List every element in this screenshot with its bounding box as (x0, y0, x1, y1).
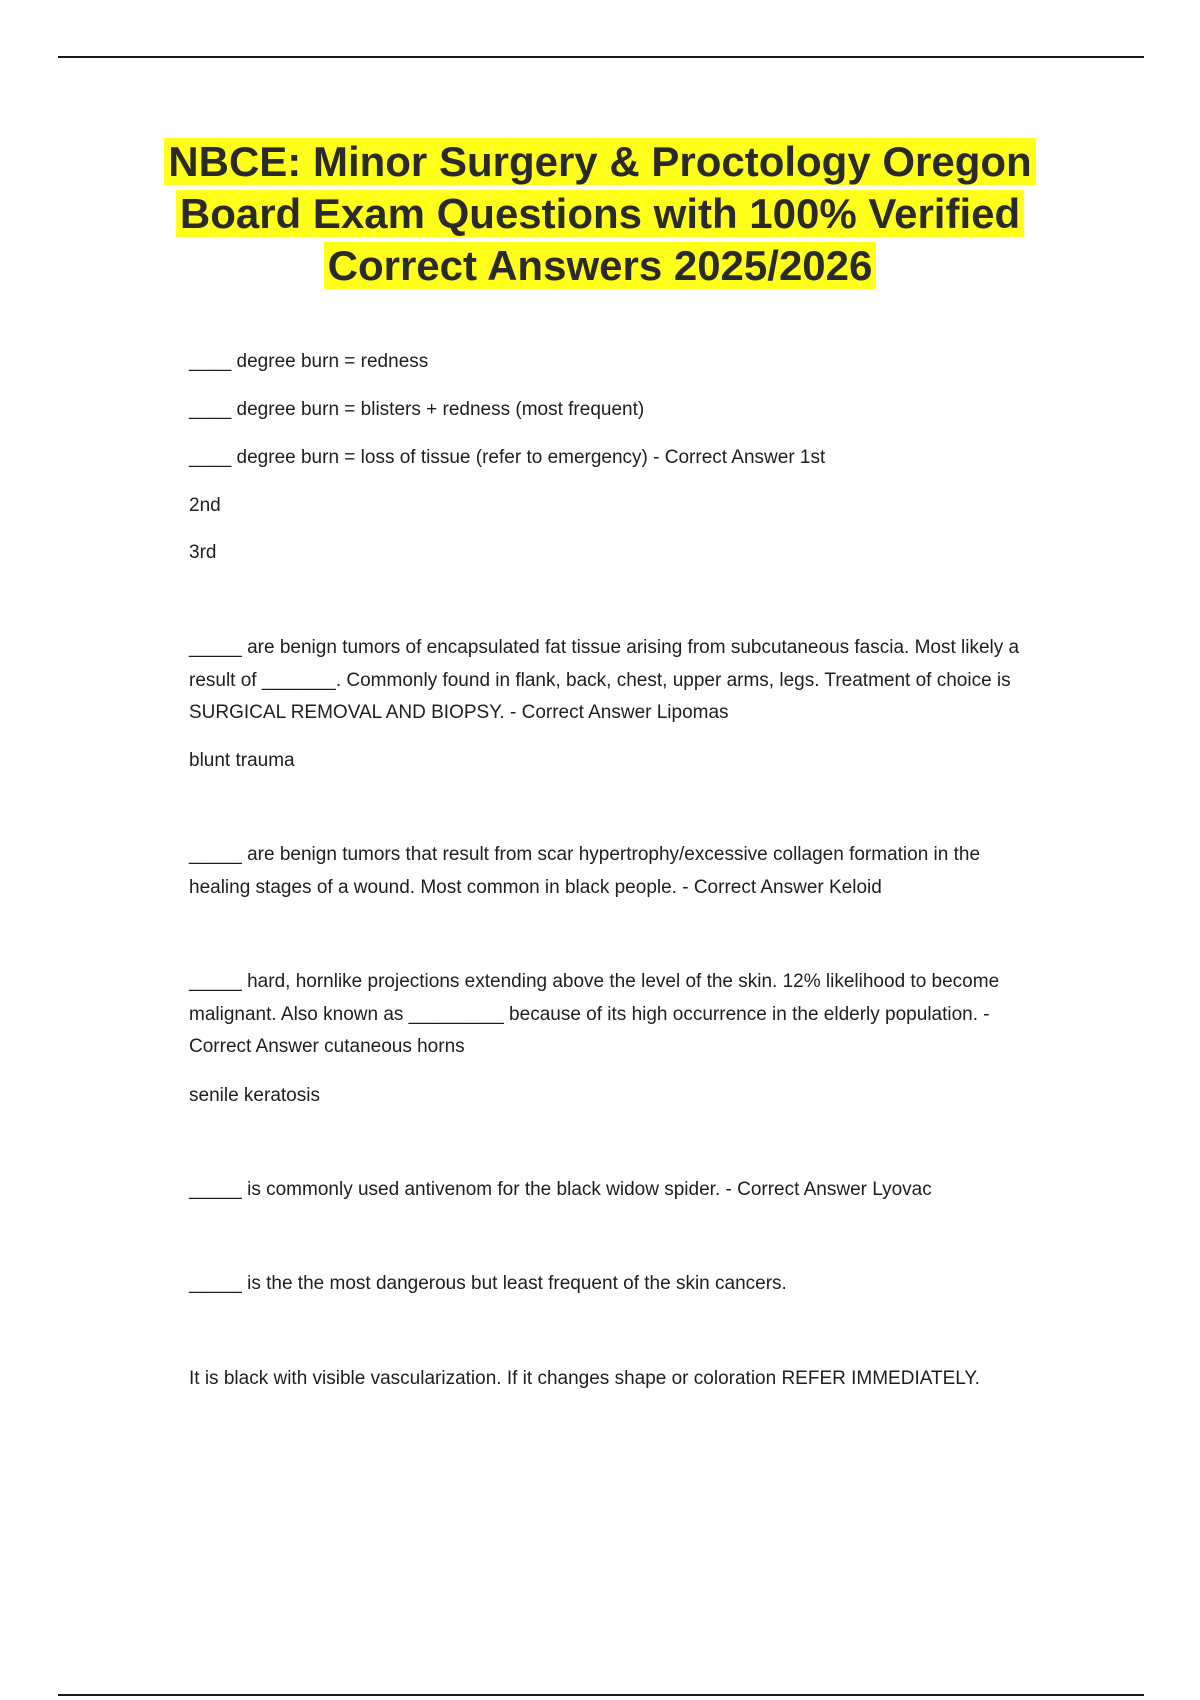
question-cutaneous-horns: _____ hard, hornlike projections extending above the level of the skin. 12% likelihood to become malignant. Also known as _________ because of its high occurrence in the elderly population. - Correct Answer cutaneous horns (189, 971, 1000, 1057)
question-first-degree-burn: ____ degree burn = redness (189, 351, 429, 372)
bottom-rule (58, 1694, 1144, 1696)
question-second-degree-burn: ____ degree burn = blisters + redness (most frequent) (189, 399, 645, 420)
answer-3rd: 3rd (189, 542, 217, 563)
question-lyovac: _____ is commonly used antivenom for the black widow spider. - Correct Answer Lyovac (189, 1179, 932, 1200)
answer-senile-keratosis: senile keratosis (189, 1085, 320, 1106)
answer-blunt-trauma: blunt trauma (189, 750, 295, 771)
note-black-vascularization: It is black with visible vascularization. If it changes shape or coloration REFER IMMEDIATELY. (189, 1368, 980, 1389)
question-keloid: _____ are benign tumors that result from scar hypertrophy/excessive collagen formation in the healing stages of a wound. Most common in black people. - Correct Answer Keloid (189, 844, 981, 898)
document-title (150, 136, 1050, 292)
question-third-degree-burn: ____ degree burn = loss of tissue (refer to emergency) - Correct Answer 1st (189, 447, 826, 468)
title-highlight: NBCE: Minor Surgery & Proctology Oregon Board Exam Questions with 100% Verified Correct Answers 2025/2026 (164, 138, 1035, 289)
answer-2nd: 2nd (189, 495, 221, 516)
top-rule (58, 56, 1144, 58)
question-skin-cancer: _____ is the the most dangerous but least frequent of the skin cancers. (189, 1273, 787, 1294)
question-lipomas: _____ are benign tumors of encapsulated fat tissue arising from subcutaneous fascia. Most likely a result of _______. Commonly found in flank, back, chest, upper arms, legs. Treatment of choice is SURGICAL REMOVAL AND BIOPSY. - Correct Answer Lipomas (189, 637, 1020, 723)
